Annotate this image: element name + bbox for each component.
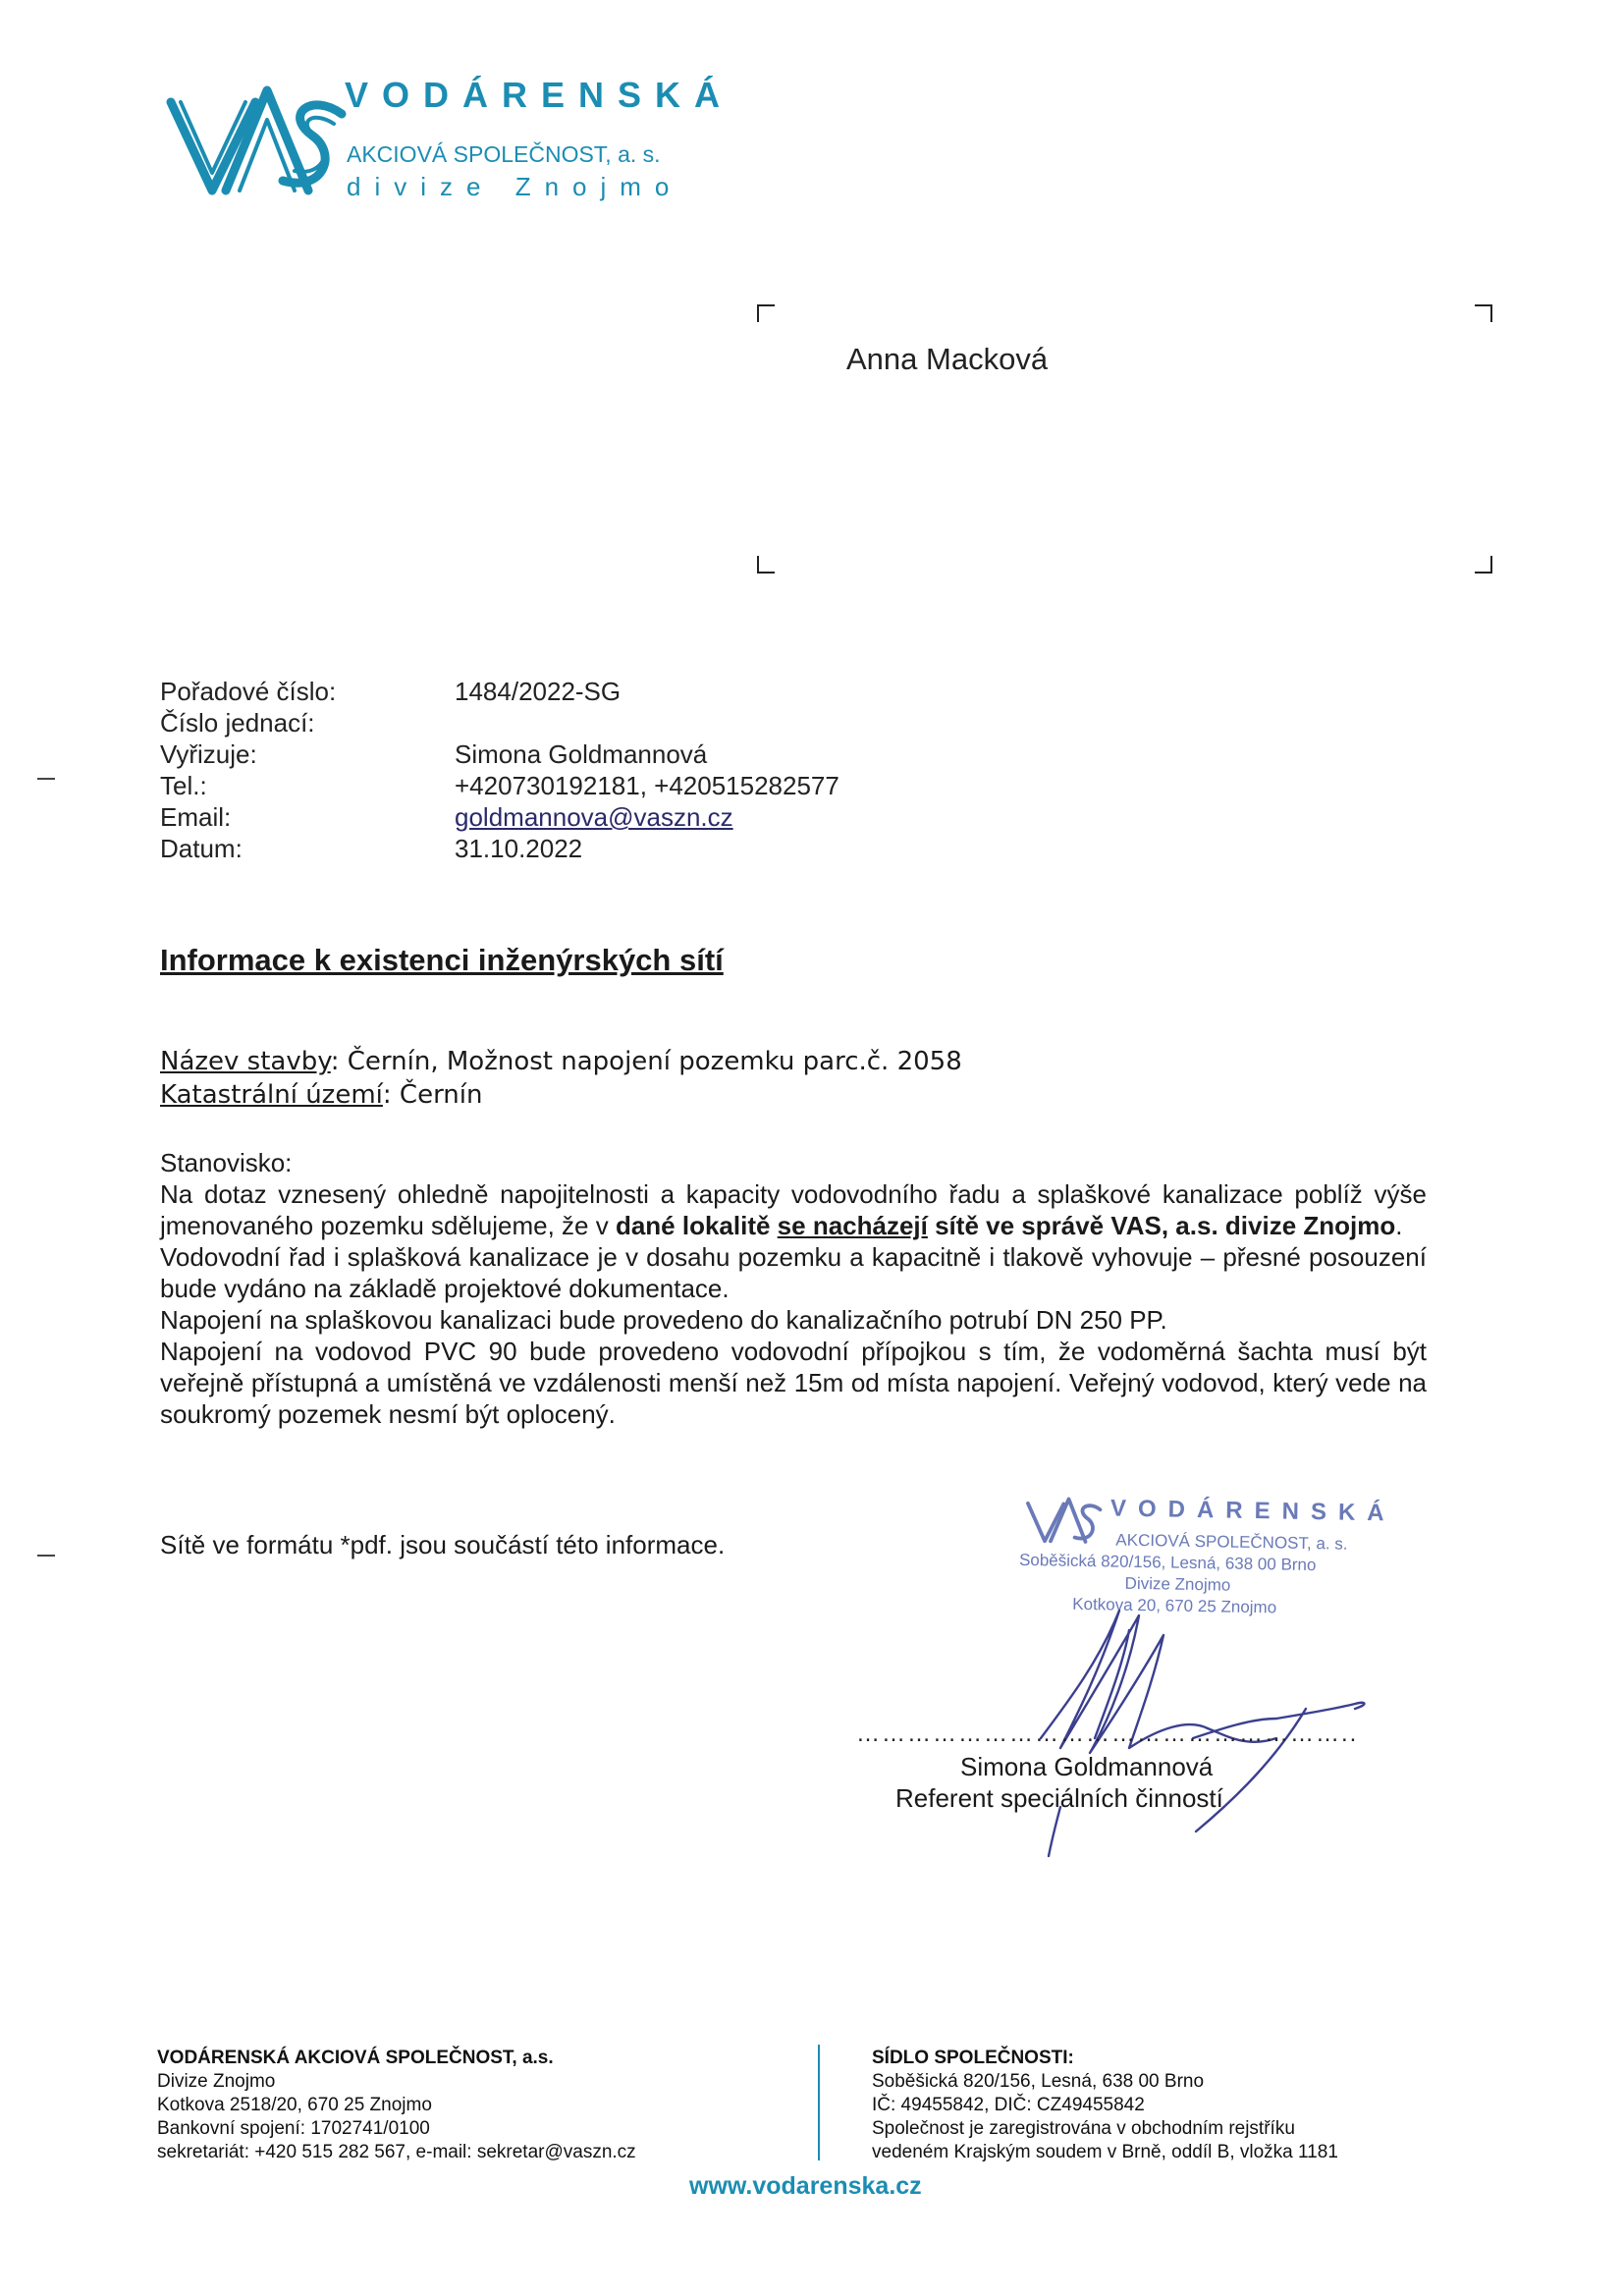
statement-body — [160, 1147, 1427, 1430]
fold-mark — [37, 1555, 55, 1557]
footer-seat-address: Soběšická 820/156, Lesná, 638 00 Brno — [872, 2071, 1205, 2092]
footer-left — [157, 2047, 636, 2164]
statement-paragraph-1: Na dotaz vznesený ohledně napojitelnosti a kapacity vodovodního řadu a splaškové kanalizace poblíž výše jmenovaného pozemku sdělujeme, že v dané lokalitě se nacházejí sítě ve správě VAS, a.s. divize Znojmo. — [160, 1179, 1427, 1240]
meta-value-handler: Simona Goldmannová — [455, 739, 708, 769]
signer-role: Referent speciálních činností — [895, 1783, 1223, 1813]
signature-line: ………………………………………………….. — [856, 1721, 1359, 1747]
company-logo — [165, 75, 734, 202]
logo-line1: VODÁRENSKÁ — [345, 75, 734, 115]
meta-label-date: Datum: — [160, 834, 243, 863]
logo-line3: divize Znojmo — [347, 172, 683, 201]
document-heading: Informace k existenci inženýrských sítí — [160, 943, 724, 977]
meta-label-order: Pořadové číslo: — [160, 677, 337, 706]
stamp-line2: AKCIOVÁ SPOLEČNOST, a. s. — [1115, 1530, 1348, 1554]
attachment-note: Sítě ve formátu *pdf. jsou součástí této informace. — [160, 1530, 726, 1559]
stamp-line5: Kotkova 20, 670 25 Znojmo — [1072, 1594, 1277, 1617]
footer-company-name: VODÁRENSKÁ AKCIOVÁ SPOLEČNOST, a.s. — [157, 2048, 554, 2068]
statement-paragraph-4: Napojení na vodovod PVC 90 bude provedeno vodovodní přípojkou s tím, že vodoměrná šachta musí být veřejně přístupná a umístěná ve vzdálenosti menší než 15m od místa napojení. Veřejný vodovod, který vede na soukromý pozemek nesmí být oplocený. — [160, 1337, 1427, 1429]
footer-registry-1: Společnost je zaregistrována v obchodním rejstříku — [872, 2118, 1295, 2139]
footer-division: Divize Znojmo — [157, 2071, 276, 2092]
footer-ids: IČ: 49455842, DIČ: CZ49455842 — [872, 2095, 1145, 2115]
address-corner-bottom-right — [1475, 556, 1492, 574]
footer-contact: sekretariát: +420 515 282 567, e-mail: sekretar@vaszn.cz — [157, 2142, 636, 2162]
cadastral-label: Katastrální území — [160, 1080, 383, 1110]
email-link[interactable]: goldmannova@vaszn.cz — [455, 802, 733, 832]
logo-line2: AKCIOVÁ SPOLEČNOST, a. s. — [347, 141, 661, 167]
footer-right — [872, 2047, 1338, 2164]
meta-value-order: 1484/2022-SG — [455, 677, 622, 706]
address-corner-top-right — [1475, 304, 1492, 322]
cadastral-area-line — [160, 1078, 482, 1112]
stamp-line1: VODÁRENSKÁ — [1109, 1495, 1396, 1527]
footer-seat-title: SÍDLO SPOLEČNOSTI: — [872, 2048, 1074, 2068]
construction-label: Název stavby — [160, 1047, 331, 1076]
stamp-line3: Soběšická 820/156, Lesná, 638 00 Brno — [1018, 1550, 1317, 1575]
meta-label-phone: Tel.: — [160, 771, 207, 800]
footer-bank: Bankovní spojení: 1702741/0100 — [157, 2118, 430, 2139]
meta-value-phone: +420730192181, +420515282577 — [455, 771, 839, 800]
cadastral-value: : Černín — [382, 1080, 483, 1110]
stamp-logo-icon — [1021, 1492, 1106, 1547]
meta-label-email: Email: — [160, 802, 232, 832]
footer-address: Kotkova 2518/20, 670 25 Znojmo — [157, 2095, 432, 2115]
vas-logo-icon — [165, 75, 347, 202]
statement-paragraph-3: Napojení na splaškovou kanalizaci bude provedeno do kanalizačního potrubí DN 250 PP. — [160, 1305, 1167, 1335]
construction-name-line — [160, 1045, 962, 1078]
signer-name: Simona Goldmannová — [960, 1752, 1214, 1781]
statement-title: Stanovisko: — [160, 1148, 293, 1177]
meta-label-ref: Číslo jednací: — [160, 708, 315, 738]
stamp-line4: Divize Znojmo — [1124, 1573, 1231, 1595]
statement-paragraph-2: Vodovodní řad i splašková kanalizace je v dosahu pozemku a kapacitně i tlakově vyhovuje – přesné posouzení bude vydáno na základě projektové dokumentace. — [160, 1242, 1427, 1303]
meta-label-handler: Vyřizuje: — [160, 739, 257, 769]
recipient-name: Anna Macková — [846, 342, 1049, 376]
fold-mark — [37, 778, 55, 780]
footer-divider — [818, 2045, 820, 2160]
footer-registry-2: vedeném Krajským soudem v Brně, oddíl B, vložka 1181 — [872, 2142, 1338, 2162]
website-link[interactable]: www.vodarenska.cz — [689, 2172, 922, 2200]
meta-value-date: 31.10.2022 — [455, 834, 583, 863]
construction-value: : Černín, Možnost napojení pozemku parc.č. 2058 — [330, 1047, 962, 1076]
address-corner-bottom-left — [757, 556, 775, 574]
address-corner-top-left — [757, 304, 775, 322]
